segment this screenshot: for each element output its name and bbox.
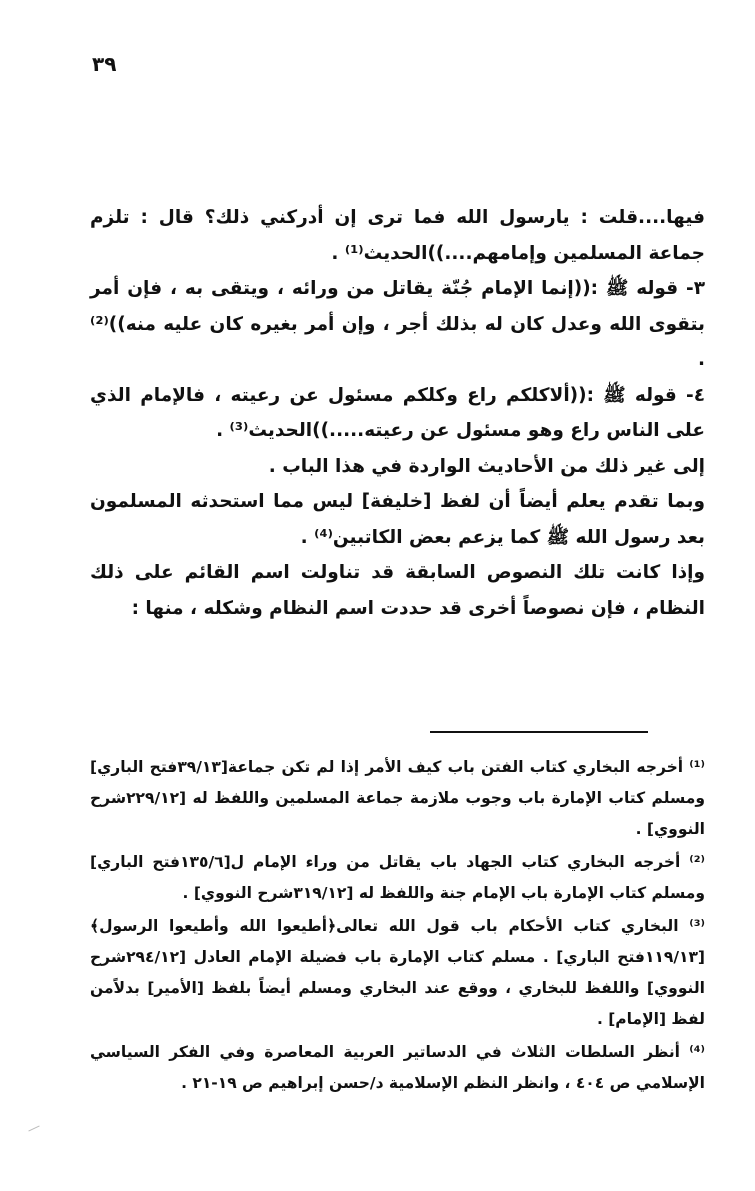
- paragraph: إلى غير ذلك من الأحاديث الواردة في هذا الباب .: [268, 455, 705, 477]
- main-text: [90, 200, 705, 626]
- paragraph: وإذا كانت تلك النصوص السابقة قد تناولت اسم القائم على ذلك النظام ، فإن نصوصاً أخرى قد حددت اسم النظام وشكله ، منها :: [90, 562, 705, 619]
- paragraph: وبما تقدم يعلم أيضاً أن لفظ [خليفة] ليس مما استحدثه المسلمون بعد رسول الله ﷺ كما يزعم بعض الكاتبين⁽⁴⁾ .: [90, 491, 705, 548]
- paragraph: فيها....قلت : يارسول الله فما ترى إن أدركني ذلك؟ قال : تلزم جماعة المسلمين وإمامهم....))الحديث⁽¹⁾ .: [90, 207, 705, 264]
- footnote-divider: [430, 731, 648, 733]
- footnote: ⁽⁴⁾ أنظر السلطات الثلاث في الدساتير العربية المعاصرة وفي الفكر السياسي الإسلامي ص ٤٠٤ ، وانظر النظم الإسلامية د/حسن إبراهيم ص ١٩-٢١ .: [90, 1043, 705, 1092]
- footnotes: [90, 752, 705, 1101]
- scan-mark: [28, 1126, 39, 1132]
- footnote: ⁽¹⁾ أخرجه البخاري كتاب الفتن باب كيف الأمر إذا لم تكن جماعة[٣٩/١٣فتح الباري] ومسلم كتاب الإمارة باب وجوب ملازمة جماعة المسلمين واللفظ له [٢٢٩/١٢شرح النووي] .: [90, 758, 705, 838]
- footnote: ⁽²⁾ أخرجه البخاري كتاب الجهاد باب يقاتل من وراء الإمام ل[١٣٥/٦فتح الباري] ومسلم كتاب الإمارة باب الإمام جنة واللفظ له [٣١٩/١٢شرح النووي] .: [90, 853, 705, 902]
- page-number: ٣٩: [92, 52, 117, 76]
- footnote: ⁽³⁾ البخاري كتاب الأحكام باب قول الله تعالى﴿أطيعوا الله وأطيعوا الرسول﴾ [١١٩/١٣فتح الباري] . مسلم كتاب الإمارة باب فضيلة الإمام العادل [٢٩٤/١٢شرح النووي] واللفظ للبخاري ، ووقع عند البخاري ومسلم أيضاً بلفظ [الأمير] بدلاًمن لفظ [الإمام] .: [90, 917, 705, 1028]
- paragraph: ٤- قوله ﷺ :((ألاكلكم راع وكلكم مسئول عن رعيته ، فالإمام الذي على الناس راع وهو مسئول عن رعيته.....))الحديث⁽³⁾ .: [90, 384, 705, 441]
- paragraph: ٣- قوله ﷺ :((إنما الإمام جُنّة يقاتل من ورائه ، ويتقى به ، فإن أمر بتقوى الله وعدل كان له بذلك أجر ، وإن أمر بغيره كان عليه منه))⁽²⁾ .: [90, 278, 705, 370]
